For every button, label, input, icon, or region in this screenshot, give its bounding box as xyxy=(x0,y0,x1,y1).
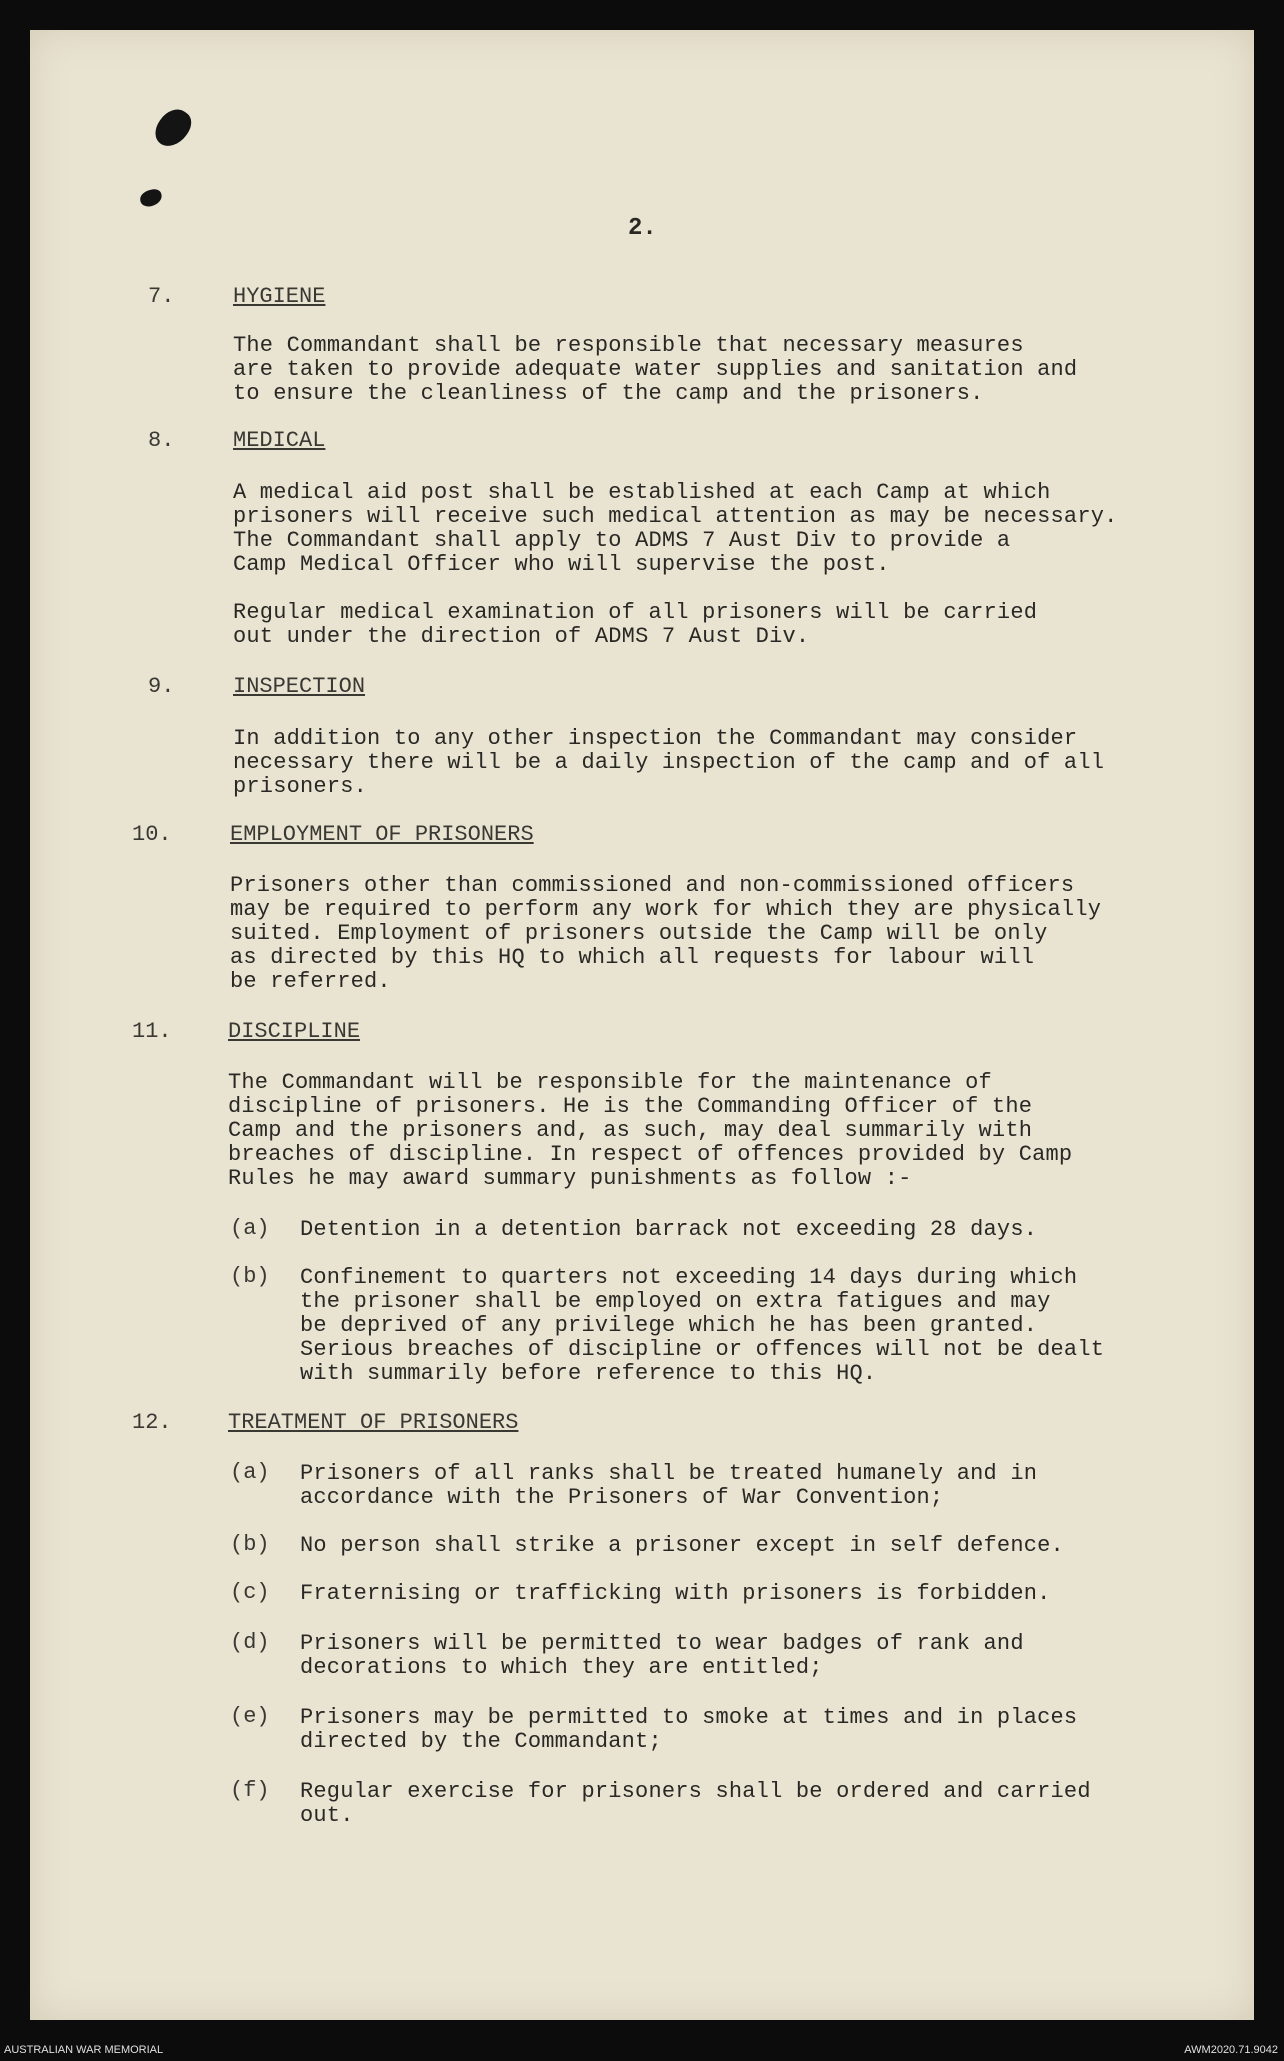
item-label: (f) xyxy=(230,1778,270,1803)
footer-institution: AUSTRALIAN WAR MEMORIAL xyxy=(4,2044,164,2056)
paragraph: Regular medical examination of all prisoners will be carried out under the direction of ADMS 7 Aust Div. xyxy=(233,600,1038,649)
section-number: 11. xyxy=(132,1019,172,1044)
item-label: (b) xyxy=(230,1264,270,1289)
list-item: Prisoners will be permitted to wear badges of rank and decorations to which they are entitled; xyxy=(300,1631,1024,1680)
footer-accession-number: AWM2020.71.9042 xyxy=(1184,2044,1278,2056)
section-heading: EMPLOYMENT OF PRISONERS xyxy=(230,822,534,847)
section-heading: HYGIENE xyxy=(233,284,326,309)
item-label: (e) xyxy=(230,1704,270,1729)
section-number: 8. xyxy=(148,428,175,453)
item-label: (a) xyxy=(230,1460,270,1485)
paragraph: Prisoners other than commissioned and non-commissioned officers may be required to perform any work for which they are physically suited. Employment of prisoners outside the Camp will be only as directed by this HQ to which all requests for labour will be referred. xyxy=(230,873,1102,994)
section-heading: INSPECTION xyxy=(233,674,366,699)
section-heading: TREATMENT OF PRISONERS xyxy=(228,1410,519,1435)
paragraph: The Commandant shall be responsible that necessary measures are taken to provide adequate water supplies and sanitation and to ensure the cleanliness of the camp and the prisoners. xyxy=(233,333,1078,406)
list-item: Prisoners may be permitted to smoke at times and in places directed by the Commandant; xyxy=(300,1705,1078,1754)
item-label: (a) xyxy=(230,1216,270,1241)
paragraph: A medical aid post shall be established at each Camp at which prisoners will receive such medical attention as may be necessary. The Commandant shall apply to ADMS 7 Aust Div to provide a Camp Medical Officer who will supervise the post. xyxy=(233,480,1118,577)
list-item: No person shall strike a prisoner except in self defence. xyxy=(300,1533,1064,1558)
section-number: 9. xyxy=(148,674,175,699)
item-label: (b) xyxy=(230,1532,270,1557)
item-label: (c) xyxy=(230,1580,270,1605)
list-item: Detention in a detention barrack not exceeding 28 days. xyxy=(300,1217,1038,1242)
page-number: 2. xyxy=(628,215,657,242)
list-item: Prisoners of all ranks shall be treated humanely and in accordance with the Prisoners of War Convention; xyxy=(300,1461,1038,1510)
list-item: Fraternising or trafficking with prisoners is forbidden. xyxy=(300,1581,1051,1606)
paragraph: In addition to any other inspection the Commandant may consider necessary there will be a daily inspection of the camp and of all prisoners. xyxy=(233,726,1105,799)
section-heading: MEDICAL xyxy=(233,428,326,453)
list-item: Confinement to quarters not exceeding 14 days during which the prisoner shall be employed on extra fatigues and may be deprived of any privilege which he has been granted. Serious breaches of discipline or offences will not be dealt with summarily before reference to this HQ. xyxy=(300,1265,1105,1386)
punch-hole xyxy=(138,187,163,208)
punch-hole xyxy=(149,103,197,153)
paragraph: The Commandant will be responsible for the maintenance of discipline of prisoners. He is the Commanding Officer of the Camp and the prisoners and, as such, may deal summarily with breaches of discipline. In respect of offences provided by Camp Rules he may award summary punishments as follow :- xyxy=(228,1070,1073,1191)
section-heading: DISCIPLINE xyxy=(228,1019,361,1044)
list-item: Regular exercise for prisoners shall be ordered and carried out. xyxy=(300,1779,1091,1828)
section-number: 7. xyxy=(148,284,175,309)
item-label: (d) xyxy=(230,1630,270,1655)
section-number: 10. xyxy=(132,822,172,847)
section-number: 12. xyxy=(132,1410,172,1435)
